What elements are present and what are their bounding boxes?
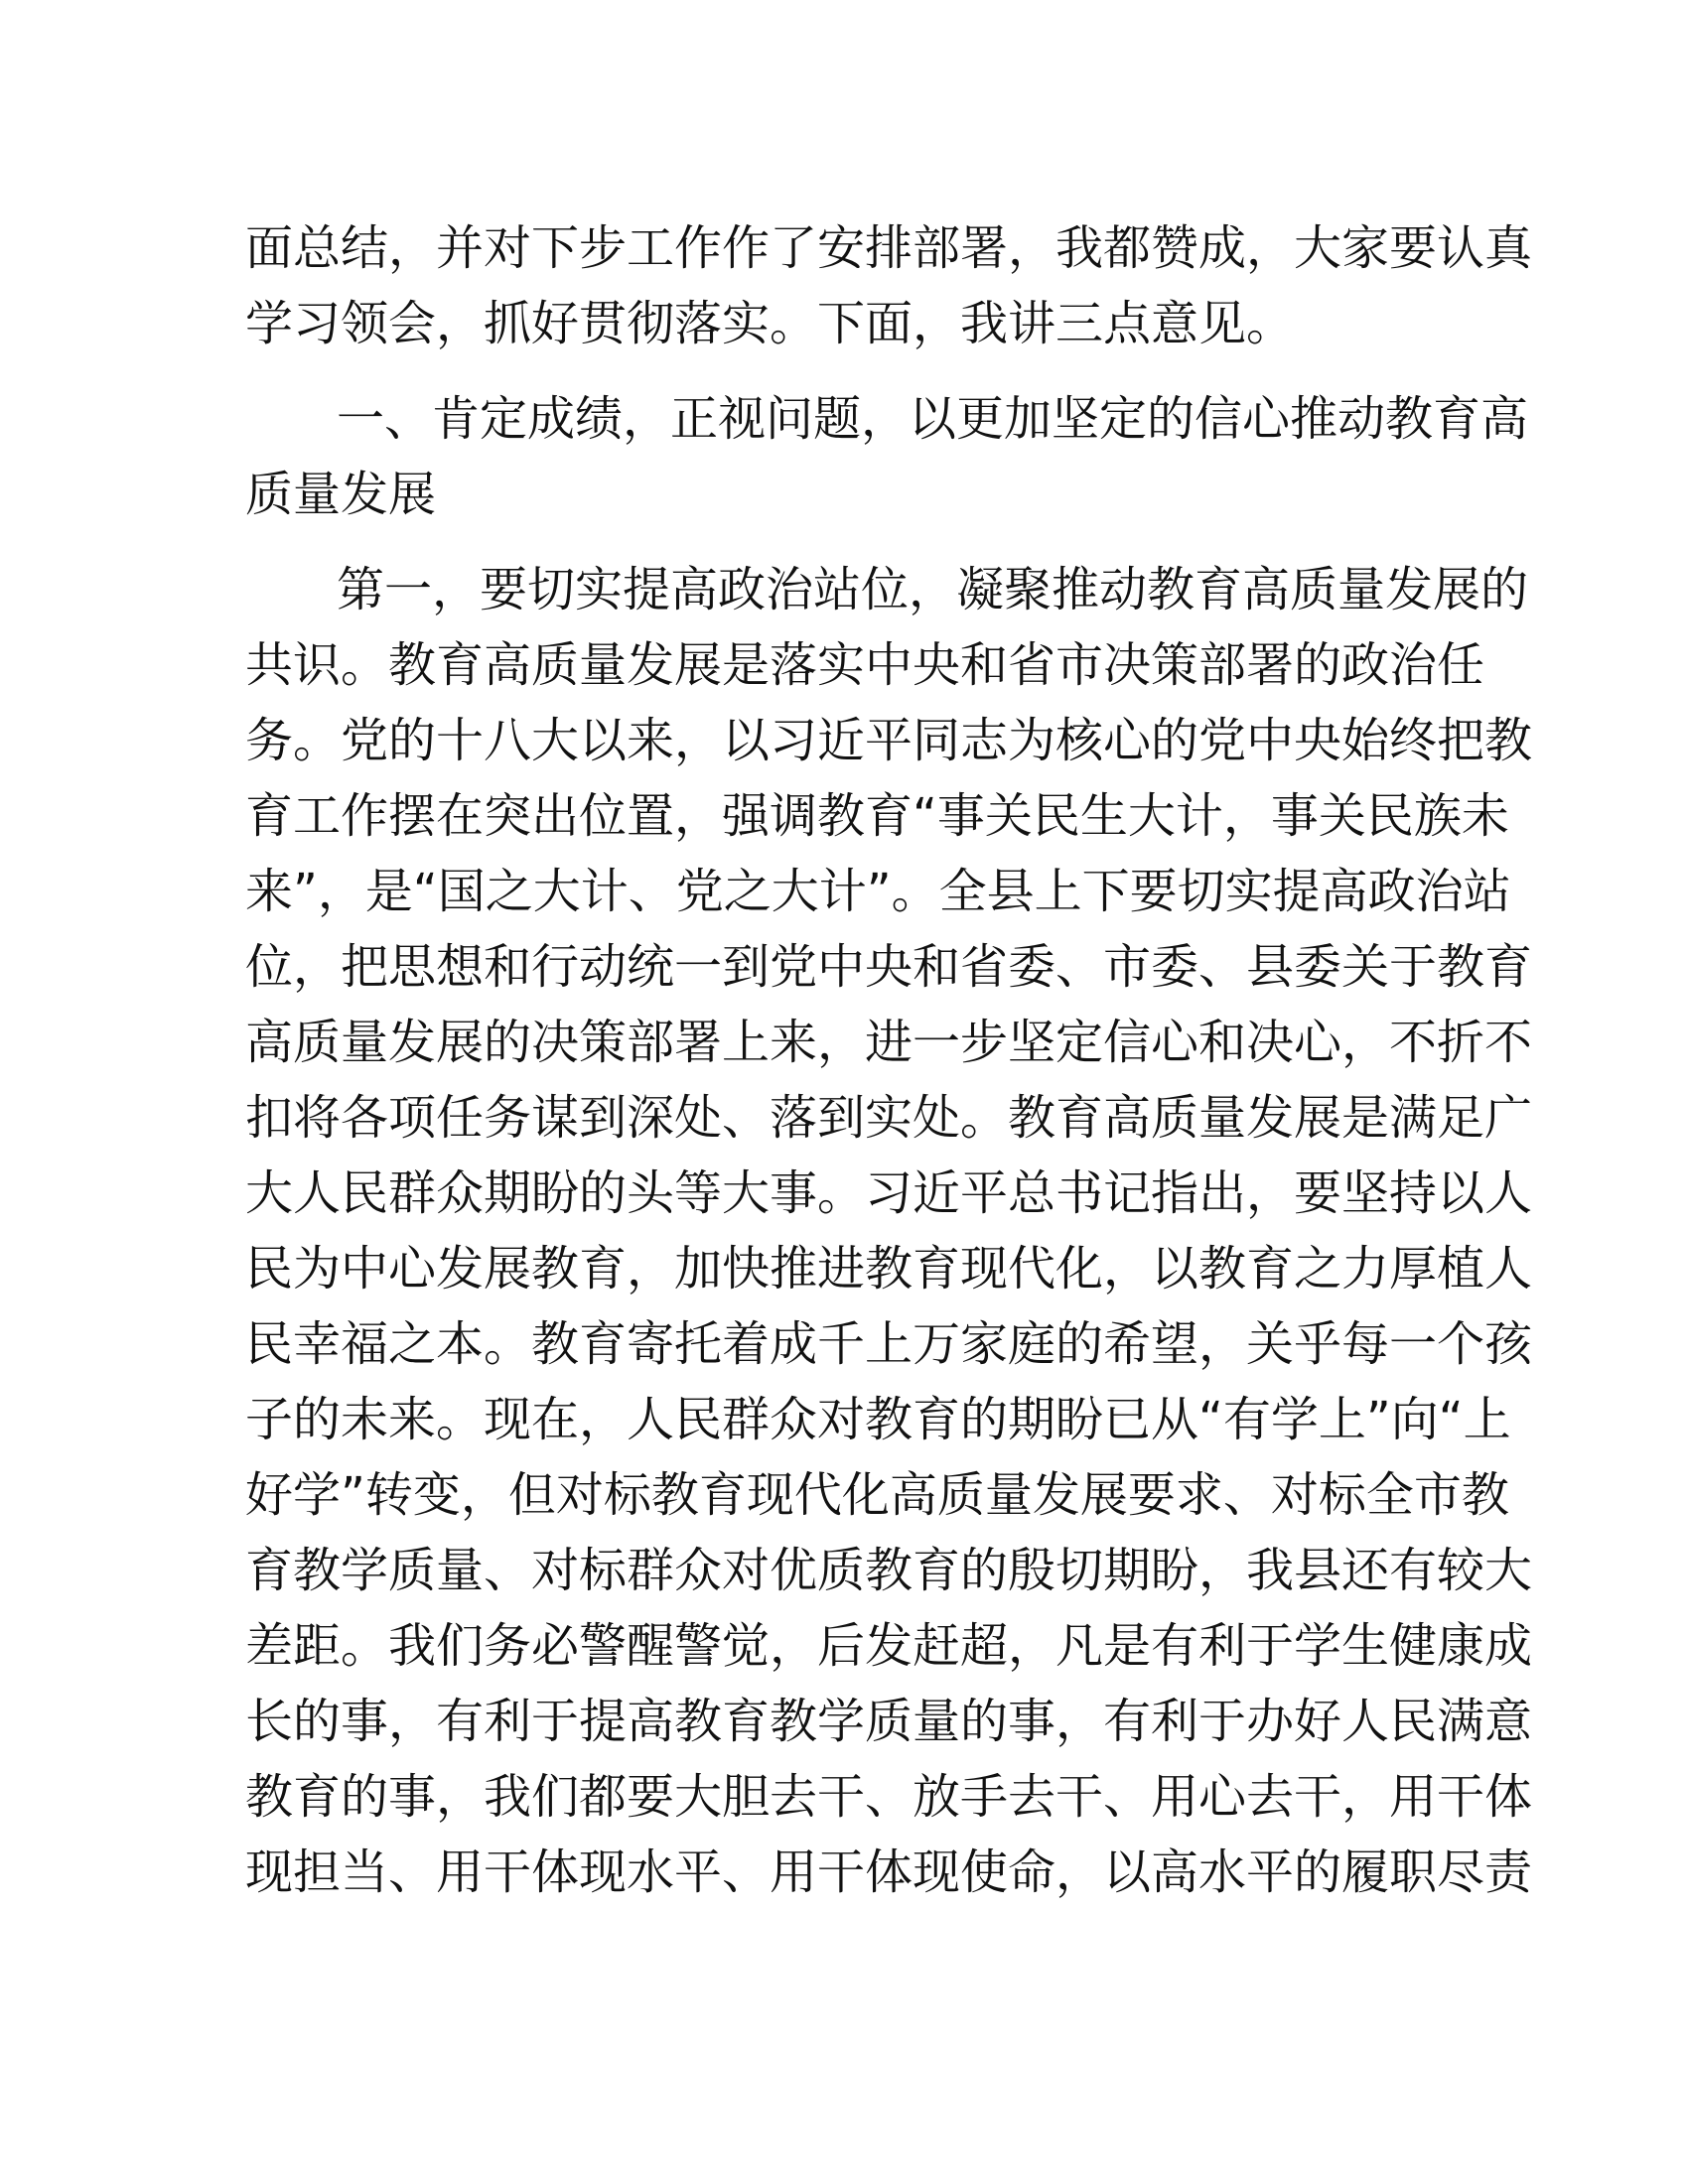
paragraph-line-4: 育工作摆在突出位置，强调教育“事关民生大计，事关民族未 [245, 788, 1509, 844]
paragraph-line-12: 子的未来。现在，人民群众对教育的期盼已从“有学上”向“上 [245, 1392, 1511, 1447]
section-heading-line-2: 质量发展 [245, 467, 437, 522]
paragraph-line-5: 来”，是“国之大计、党之大计”。全县上下要切实提高政治站 [245, 864, 1511, 919]
section-heading-line-1: 一、肯定成绩，正视问题，以更加坚定的信心推动教育高 [337, 391, 1529, 447]
paragraph-line-2: 共识。教育高质量发展是落实中央和省市决策部署的政治任 [245, 637, 1485, 693]
paragraph-line-10: 民为中心发展教育，加快推进教育现代化，以教育之力厚植人 [245, 1241, 1533, 1297]
paragraph-line-14: 育教学质量、对标群众对优质教育的殷切期盼，我县还有较大 [245, 1543, 1533, 1598]
paragraph-line-6: 位，把思想和行动统一到党中央和省委、市委、县委关于教育 [245, 939, 1533, 995]
paragraph-line-1: 第一，要切实提高政治站位，凝聚推动教育高质量发展的 [337, 562, 1529, 617]
paragraph-gap [245, 361, 1445, 381]
intro-line-2: 学习领会，抓好贯彻落实。下面，我讲三点意见。 [245, 296, 1295, 351]
paragraph-line-15: 差距。我们务必警醒警觉，后发赶超，凡是有利于学生健康成 [245, 1618, 1533, 1674]
paragraph-line-9: 大人民群众期盼的头等大事。习近平总书记指出，要坚持以人 [245, 1165, 1533, 1221]
document-body [245, 210, 1533, 1910]
paragraph-line-7: 高质量发展的决策部署上来，进一步坚定信心和决心，不折不 [245, 1015, 1533, 1070]
paragraph-line-13: 好学”转变，但对标教育现代化高质量发展要求、对标全市教 [245, 1467, 1509, 1523]
paragraph-line-3: 务。党的十八大以来，以习近平同志为核心的党中央始终把教 [245, 713, 1533, 768]
paragraph-gap [245, 532, 1445, 552]
paragraph-line-16: 长的事，有利于提高教育教学质量的事，有利于办好人民满意 [245, 1694, 1533, 1749]
paragraph-line-17: 教育的事，我们都要大胆去干、放手去干、用心去干，用干体 [245, 1769, 1533, 1825]
intro-line-1: 面总结，并对下步工作作了安排部署，我都赞成，大家要认真 [245, 220, 1533, 276]
paragraph-line-18: 现担当、用干体现水平、用干体现使命，以高水平的履职尽责 [245, 1844, 1533, 1900]
paragraph-line-8: 扣将各项任务谋到深处、落到实处。教育高质量发展是满足广 [245, 1090, 1533, 1146]
paragraph-line-11: 民幸福之本。教育寄托着成千上万家庭的希望，关乎每一个孩 [245, 1316, 1533, 1372]
